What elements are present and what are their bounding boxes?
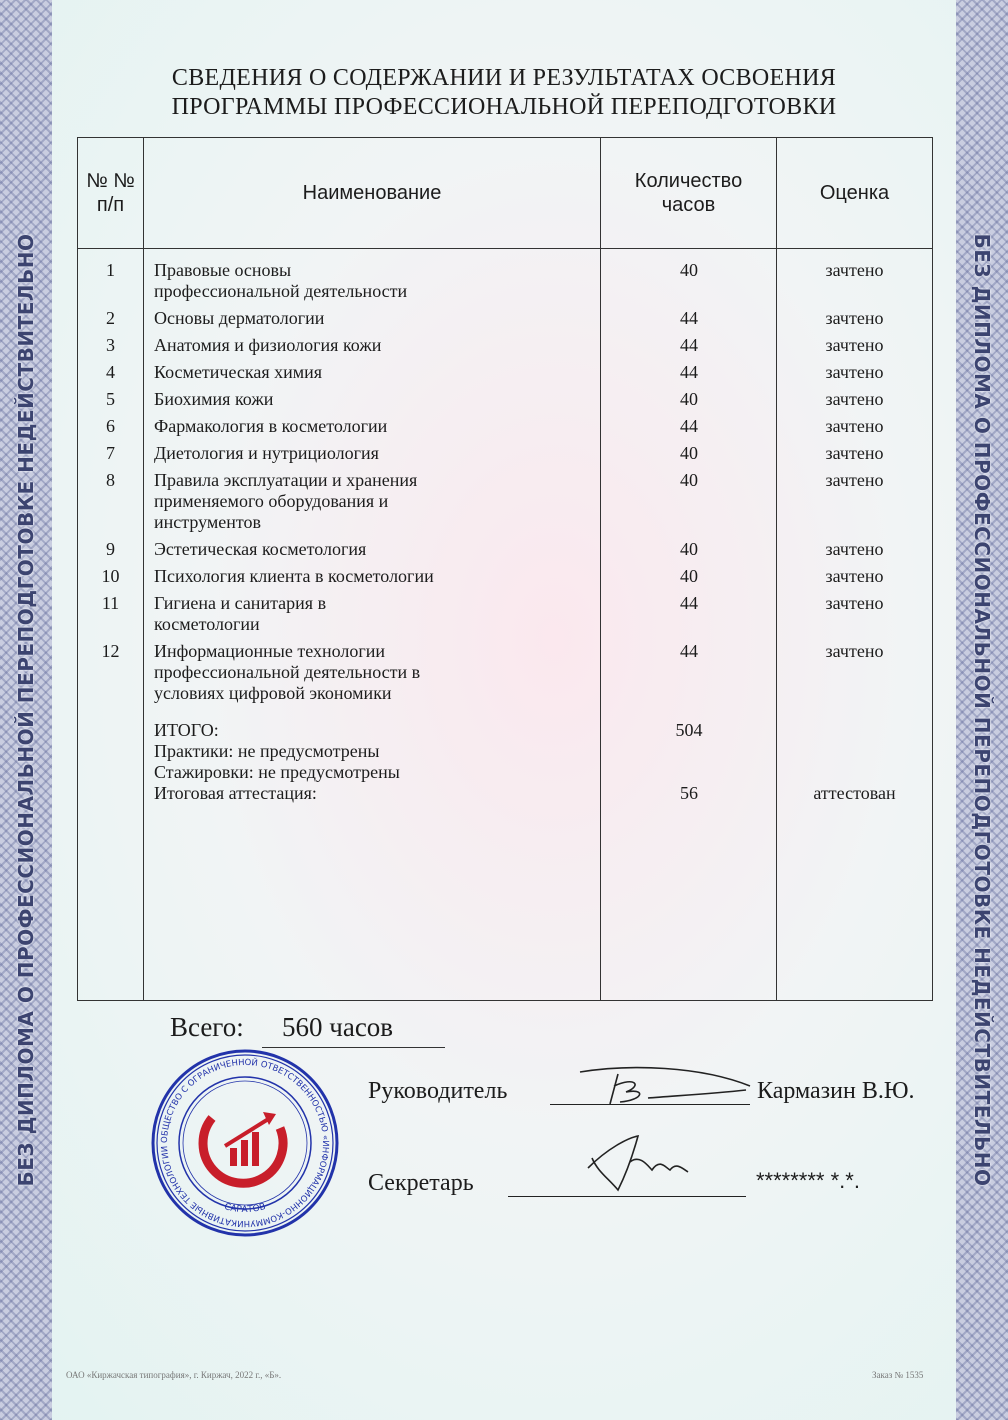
- row-hours: 40: [680, 566, 698, 586]
- row-hours: 40: [680, 389, 698, 409]
- right-security-border: [956, 0, 1008, 1420]
- row-course-name: Правила эксплуатации и хранения применяемого оборудования и инструментов: [154, 470, 418, 532]
- summary-label: Практики: не предусмотрены: [154, 741, 380, 761]
- row-hours: 44: [680, 593, 698, 613]
- row-grade: зачтено: [825, 566, 884, 586]
- summary-label: ИТОГО:: [154, 720, 219, 740]
- footer-order-number: Заказ № 1535: [872, 1370, 924, 1380]
- row-hours: 40: [680, 539, 698, 559]
- title-line-1: СВЕДЕНИЯ О СОДЕРЖАНИИ И РЕЗУЛЬТАТАХ ОСВОЕНИЯ: [171, 65, 837, 91]
- header-name: Наименование: [302, 182, 442, 204]
- page-title: [0, 64, 1008, 122]
- header-number: № № п/п: [86, 170, 135, 216]
- row-grade: зачтено: [825, 335, 884, 355]
- row-hours: 44: [680, 416, 698, 436]
- row-grade: зачтено: [825, 539, 884, 559]
- summary-hours: 504: [675, 720, 703, 740]
- row-course-name: Психология клиента в косметологии: [154, 566, 434, 586]
- secretary-name: ******** *.*.: [756, 1168, 860, 1193]
- stamp-ring-text: ОБЩЕСТВО С ОГРАНИЧЕННОЙ ОТВЕТСТВЕННОСТЬЮ «ИНФОРМАЦИОННО-КОММУНИКАТИВНЫЕ ТЕХНОЛОГИИ: [159, 1057, 331, 1229]
- secretary-signature-label: Секретарь: [368, 1170, 474, 1196]
- row-grade: зачтено: [825, 641, 884, 661]
- row-course-name: Косметическая химия: [154, 362, 323, 382]
- stamp-seal: [150, 1048, 340, 1238]
- row-course-name: Анатомия и физиология кожи: [154, 335, 382, 355]
- organization-stamp: [150, 1048, 340, 1243]
- left-border-text: БЕЗ ДИПЛОМА О ПРОФЕССИОНАЛЬНОЙ ПЕРЕПОДГОТОВКЕ НЕДЕЙСТВИТЕЛЬНО: [14, 233, 38, 1187]
- row-hours: 40: [680, 260, 698, 280]
- row-course-name: Биохимия кожи: [154, 389, 274, 409]
- row-number: 5: [106, 389, 115, 409]
- row-course-name: Эстетическая косметология: [154, 539, 367, 559]
- row-number: 3: [106, 335, 115, 355]
- row-hours: 40: [680, 443, 698, 463]
- row-hours: 44: [680, 641, 698, 661]
- total-label: Всего:: [170, 1012, 244, 1042]
- total-value: 560 часов: [282, 1012, 394, 1042]
- row-number: 12: [101, 641, 120, 661]
- row-grade: зачтено: [825, 593, 884, 613]
- row-hours: 40: [680, 470, 698, 490]
- row-grade: зачтено: [825, 389, 884, 409]
- row-hours: 44: [680, 335, 698, 355]
- row-number: 8: [106, 470, 115, 490]
- stamp-logo: [203, 1112, 283, 1183]
- row-course-name: Фармакология в косметологии: [154, 416, 388, 436]
- row-grade: зачтено: [825, 308, 884, 328]
- row-number: 11: [101, 593, 120, 613]
- row-grade: зачтено: [825, 470, 884, 490]
- row-number: 7: [106, 443, 115, 463]
- row-number: 6: [106, 416, 115, 436]
- row-hours: 44: [680, 308, 698, 328]
- stamp-city-text: САРАТОВ: [223, 1202, 267, 1216]
- courses-table: [77, 137, 933, 1001]
- row-number: 9: [106, 539, 115, 559]
- summary-grade: аттестован: [813, 783, 896, 803]
- head-signature-label: Руководитель: [368, 1078, 508, 1104]
- summary-hours: 56: [680, 783, 698, 803]
- right-border-text: БЕЗ ДИПЛОМА О ПРОФЕССИОНАЛЬНОЙ ПЕРЕПОДГОТОВКЕ НЕДЕЙСТВИТЕЛЬНО: [970, 233, 994, 1187]
- row-number: 1: [106, 260, 115, 280]
- row-course-name: Гигиена и санитария в косметологии: [154, 593, 327, 634]
- title-line-2: ПРОГРАММЫ ПРОФЕССИОНАЛЬНОЙ ПЕРЕПОДГОТОВКИ: [171, 94, 837, 120]
- row-hours: 44: [680, 362, 698, 382]
- row-number: 10: [101, 566, 120, 586]
- summary-label: Итоговая аттестация:: [154, 783, 317, 803]
- row-course-name: Основы дерматологии: [154, 308, 325, 328]
- row-grade: зачтено: [825, 416, 884, 436]
- left-security-border: [0, 0, 52, 1420]
- header-hours: Количество часов: [634, 170, 743, 216]
- row-grade: зачтено: [825, 443, 884, 463]
- head-signature: [570, 1060, 760, 1110]
- row-course-name: Информационные технологии профессиональной деятельности в условиях цифровой экономики: [154, 641, 421, 703]
- row-course-name: Диетология и нутрициология: [154, 443, 379, 463]
- secretary-signature: [578, 1128, 708, 1198]
- row-course-name: Правовые основы профессиональной деятельности: [154, 260, 408, 301]
- row-grade: зачтено: [825, 362, 884, 382]
- header-grade: Оценка: [819, 182, 890, 204]
- row-number: 2: [106, 308, 115, 328]
- row-number: 4: [106, 362, 115, 382]
- row-grade: зачтено: [825, 260, 884, 280]
- footer-printer: ОАО «Киржачская типография», г. Киржач, 2022 г., «Б».: [66, 1370, 282, 1380]
- summary-label: Стажировки: не предусмотрены: [154, 762, 400, 782]
- head-name: Кармазин В.Ю.: [757, 1078, 915, 1104]
